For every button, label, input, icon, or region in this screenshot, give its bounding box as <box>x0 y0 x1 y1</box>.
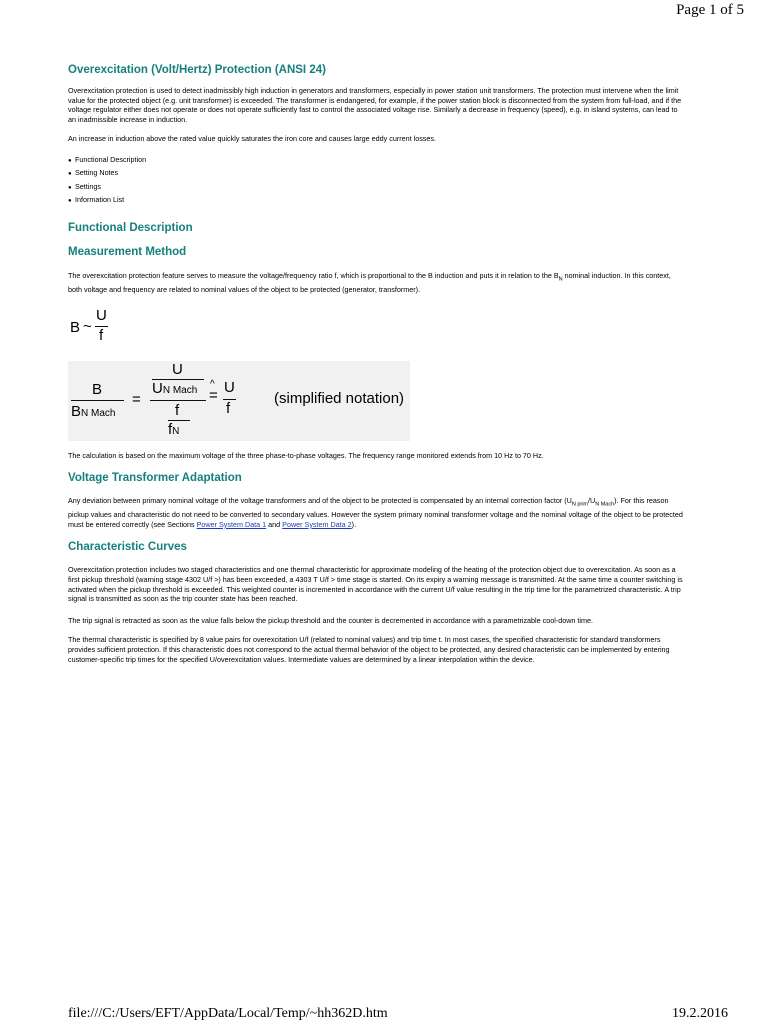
formula-b: B <box>92 380 103 398</box>
formula-f: f <box>175 401 180 419</box>
section-list <box>68 154 684 208</box>
formula-u: U <box>96 306 107 324</box>
formula-simplified <box>68 361 410 441</box>
formula-hat: ^ <box>210 378 215 390</box>
page-number: Page 1 of 5 <box>676 2 744 18</box>
formula-equals: = <box>132 390 141 408</box>
page-title: Overexcitation (Volt/Hertz) Protection (ANSI 24) <box>68 64 326 76</box>
curves-paragraph-2: The trip signal is retracted as soon as the value falls below the pickup threshold and the counter is decremented in accordance with a parametrizable cool-down time. <box>68 615 593 625</box>
list-item[interactable]: ● Setting Notes <box>68 167 684 181</box>
power-system-data-1-link[interactable]: Power System Data 1 <box>196 519 267 529</box>
formula-fn: fN <box>168 420 180 438</box>
list-item[interactable]: ● Functional Description <box>68 154 684 168</box>
vt-adaptation-paragraph: Any deviation between primary nominal voltage of the voltage transformers and of the object to be protected is compensated by an internal correction factor $(U_{N prim}/U_{N Mach})$. For this reason pickup values and characteristic do not need to be converted to secondary values. However the system primary nominal transformer voltage and the nominal voltage of the object to be protected must be entered correctly (see Sections Power System Data 1 and Power System Data 2). <box>68 496 683 529</box>
formula-u: U <box>172 360 183 378</box>
main-fraction-line <box>150 400 206 401</box>
measurement-paragraph-2: The calculation is based on the maximum voltage of the three phase-to-phase voltages. The frequency range monitored extends from 10 Hz to 70 Hz. <box>68 450 544 460</box>
formula-proportionality <box>68 303 128 355</box>
bullet-icon: ● <box>68 157 72 164</box>
curves-paragraph-1: Overexcitation protection includes two staged characteristics and one thermal characteristic for approximate modeling of the heating of the protection object due to overexcitation. As soon as a first pickup threshold (warning stage 4302 U/f >) has been exceeded, a 4303 T U/f > time stage is started. On its expiry a warning message is transmitted. At the same time a counter switching is activated when the pickup threshold is exceeded. This weighted counter is incremented in accordance with the current U/f value resulting in the trip time for the parametrized characteristic. A trip signal is transmitted as soon as the trip counter state has been reached. <box>68 565 683 604</box>
formula-b: B <box>70 318 81 336</box>
formula-f: f <box>226 399 231 417</box>
footer-date: 19.2.2016 <box>672 1006 728 1021</box>
bullet-icon: ● <box>68 198 72 205</box>
section-heading-functional-description: Functional Description <box>68 221 193 234</box>
formula-bn: BN Mach <box>71 402 116 420</box>
list-item[interactable]: ● Settings <box>68 181 684 195</box>
fraction-line <box>71 400 124 401</box>
measurement-paragraph: The overexcitation protection feature serves to measure the voltage/frequency ratio f, which is proportional to the B induction and puts it in relation to the $B_N$ nominal induction. In this context, both voltage and frequency are related to nominal values of the object to be protected (generator, transformer). <box>68 270 671 294</box>
footer-file-path: file:///C:/Users/EFT/AppData/Local/Temp/~hh362D.htm <box>68 1006 388 1021</box>
list-item[interactable]: ● Information List <box>68 194 684 208</box>
intro-paragraph: Overexcitation protection is used to detect inadmissibly high induction in generators and transformers, especially in power station unit transformers. The protection must intervene when the limit value for the protected object (e.g. unit transformer) is exceeded. The transformer is endangered, for example, if the power station block is disconnected from the system from full-load, and if the voltage regulator either does not operate or does not operate sufficiently fast to control the associated voltage rise. Similarly a decrease in frequency (speed), e.g. in island systems, can lead to an inadmissible increase in induction. <box>68 86 682 124</box>
bullet-icon: ● <box>68 184 72 191</box>
section-heading-measurement-method: Measurement Method <box>68 245 187 258</box>
formula-note: (simplified notation) <box>274 389 405 407</box>
section-heading-characteristic-curves: Characteristic Curves <box>68 541 187 554</box>
formula-un: UN Mach <box>152 379 198 397</box>
section-heading-vt-adaptation: Voltage Transformer Adaptation <box>68 472 242 485</box>
bullet-icon: ● <box>68 171 72 178</box>
formula-tilde: ~ <box>83 317 92 335</box>
formula-hat-equals: = <box>209 386 218 404</box>
document-content <box>68 64 684 672</box>
power-system-data-2-link[interactable]: Power System Data 2 <box>282 519 352 529</box>
formula-f: f <box>99 326 104 344</box>
curves-paragraph-3: The thermal characteristic is specified by 8 value pairs for overexcitation U/f (related to nominal values) and trip time t. In most cases, the specified characteristic for standard transformers provides sufficient protection. If this characteristic does not correspond to the actual thermal behavior of the object to be protected, any desired characteristic can be implemented by entering customer-specific trip times for the specified U/overexcitation values. Intermediate values are determined by a linear interpolation within the device. <box>68 635 670 664</box>
intro-paragraph-2: An increase in induction above the rated value quickly saturates the iron core and causes large eddy current losses. <box>68 134 436 144</box>
formula-u: U <box>224 378 235 396</box>
